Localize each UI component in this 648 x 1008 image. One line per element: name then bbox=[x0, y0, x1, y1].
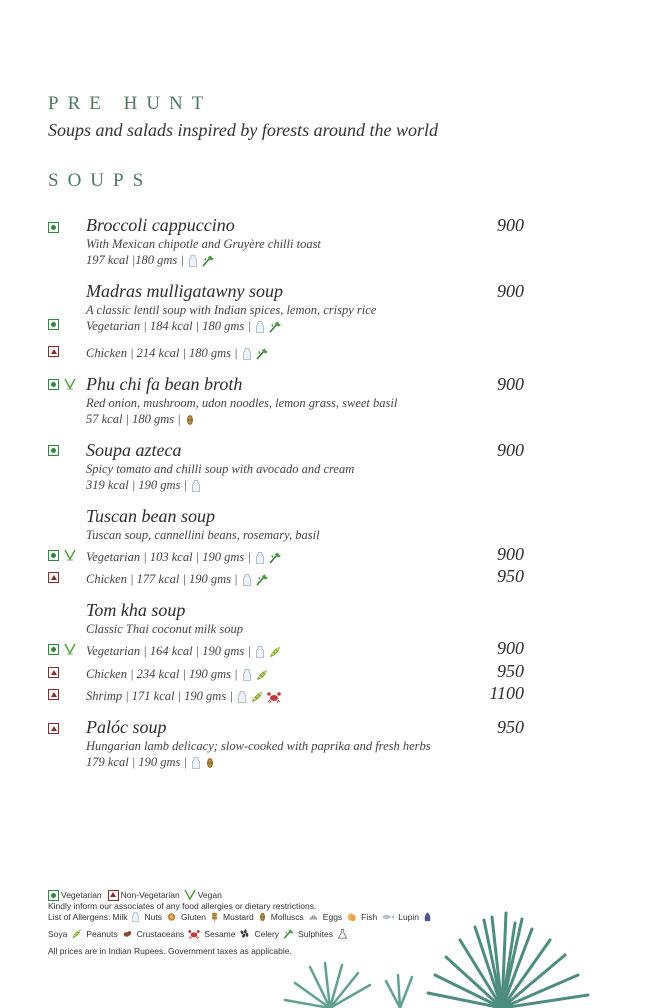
mustard-icon bbox=[205, 757, 215, 769]
soya-icon bbox=[256, 669, 268, 681]
item-info-line bbox=[86, 346, 268, 361]
allergen-mustard: Mustard bbox=[223, 912, 254, 922]
item-info: Chicken | 177 kcal | 190 gms | bbox=[86, 572, 238, 586]
allergen-molluscs: Molluscs bbox=[270, 912, 304, 922]
allergy-notice: Kindly inform our associates of any food allergies or dietary restrictions. bbox=[48, 901, 317, 911]
allergen-crustaceans: Crustaceans bbox=[136, 929, 185, 939]
veg-icon bbox=[48, 445, 59, 456]
legend-vegan: Vegan bbox=[197, 890, 222, 900]
peanuts-icon bbox=[122, 929, 133, 939]
item-price: 900 bbox=[497, 638, 524, 658]
allergen-eggs: Eggs bbox=[322, 912, 343, 922]
item-name: Tom kha soup bbox=[86, 600, 186, 620]
milk-icon bbox=[255, 552, 265, 564]
item-description: Tuscan soup, cannellini beans, rosemary, basil bbox=[86, 528, 320, 542]
allergen-nuts: Nuts bbox=[144, 912, 162, 922]
vegan-icon bbox=[184, 889, 196, 901]
veg-icon bbox=[48, 890, 59, 901]
item-price: 1100 bbox=[489, 683, 524, 703]
allergens-line-1 bbox=[48, 912, 434, 922]
allergens-label: List of Allergens: bbox=[48, 912, 111, 922]
celery-icon bbox=[283, 929, 294, 939]
item-price: 900 bbox=[497, 544, 524, 564]
item-info-line bbox=[86, 644, 281, 659]
gluten-icon bbox=[210, 912, 219, 922]
item-price: 950 bbox=[497, 566, 524, 586]
allergen-sulphites: Sulphites bbox=[298, 929, 334, 939]
sulphites-icon bbox=[337, 929, 348, 939]
allergen-gluten: Gluten bbox=[180, 912, 207, 922]
item-info-line bbox=[86, 319, 281, 334]
milk-icon bbox=[242, 348, 252, 360]
item-description: With Mexican chipotle and Gruyère chilli toast bbox=[86, 237, 321, 251]
veg-icon bbox=[48, 319, 59, 330]
celery-icon bbox=[256, 574, 268, 586]
item-info-line bbox=[86, 572, 268, 587]
item-info-line bbox=[86, 253, 214, 268]
legend-veg: Vegetarian bbox=[61, 890, 102, 900]
soya-icon bbox=[251, 691, 263, 703]
item-description: Red onion, mushroom, udon noodles, lemon grass, sweet basil bbox=[86, 396, 398, 410]
footer-legend bbox=[48, 889, 222, 901]
item-name: Broccoli cappuccino bbox=[86, 215, 235, 235]
milk-icon bbox=[131, 912, 140, 922]
milk-icon bbox=[191, 757, 201, 769]
item-info-line bbox=[86, 667, 268, 682]
item-description: Spicy tomato and chilli soup with avocado and cream bbox=[86, 462, 355, 476]
item-info: Vegetarian | 164 kcal | 190 gms | bbox=[86, 644, 251, 658]
item-info: Shrimp | 171 kcal | 190 gms | bbox=[86, 689, 233, 703]
molluscs-icon bbox=[308, 912, 319, 922]
item-price: 900 bbox=[497, 374, 524, 394]
non-veg-icon bbox=[48, 572, 59, 583]
allergen-soya: Soya bbox=[48, 929, 68, 939]
milk-icon bbox=[237, 691, 247, 703]
item-name: Madras mulligatawny soup bbox=[86, 281, 284, 301]
celery-icon bbox=[256, 348, 268, 360]
mustard-icon bbox=[185, 414, 195, 426]
soya-icon bbox=[71, 929, 82, 939]
item-info: Vegetarian | 103 kcal | 190 gms | bbox=[86, 550, 251, 564]
fish-icon bbox=[381, 912, 394, 922]
milk-icon bbox=[242, 669, 252, 681]
item-info-line bbox=[86, 412, 195, 427]
item-description: A classic lentil soup with Indian spices, lemon, crispy rice bbox=[86, 303, 377, 317]
sesame-icon bbox=[239, 929, 250, 939]
crustaceans-icon bbox=[188, 929, 200, 939]
prices-note: All prices are in Indian Rupees. Government taxes as applicable. bbox=[48, 946, 292, 956]
item-info: 57 kcal | 180 gms | bbox=[86, 412, 181, 426]
item-info-line bbox=[86, 755, 215, 770]
item-price: 900 bbox=[497, 440, 524, 460]
veg-icon bbox=[48, 550, 59, 561]
celery-icon bbox=[269, 552, 281, 564]
veg-icon bbox=[48, 644, 59, 655]
milk-icon bbox=[191, 480, 201, 492]
milk-icon bbox=[242, 574, 252, 586]
item-name: Tuscan bean soup bbox=[86, 506, 216, 526]
allergen-milk: Milk bbox=[112, 912, 128, 922]
section-title: SOUPS bbox=[48, 170, 153, 191]
non-veg-icon bbox=[48, 346, 59, 357]
allergen-fish: Fish bbox=[361, 912, 378, 922]
legend-nonveg: Non-Vegetarian bbox=[120, 890, 180, 900]
item-price: 950 bbox=[497, 661, 524, 681]
item-info: 319 kcal | 190 gms | bbox=[86, 478, 187, 492]
item-description: Classic Thai coconut milk soup bbox=[86, 622, 243, 636]
item-price: 900 bbox=[497, 215, 524, 235]
item-info: Chicken | 234 kcal | 190 gms | bbox=[86, 667, 238, 681]
item-info: Chicken | 214 kcal | 180 gms | bbox=[86, 346, 238, 360]
veg-icon bbox=[48, 222, 59, 233]
soya-icon bbox=[269, 646, 281, 658]
vegan-icon bbox=[64, 549, 76, 561]
non-veg-icon bbox=[48, 689, 59, 700]
item-name: Phu chi fa bean broth bbox=[86, 374, 243, 394]
item-description: Hungarian lamb delicacy; slow-cooked with paprika and fresh herbs bbox=[86, 739, 431, 753]
item-info-line bbox=[86, 689, 281, 704]
eggs-icon bbox=[346, 912, 357, 922]
vegan-icon bbox=[64, 643, 76, 655]
item-info: Vegetarian | 184 kcal | 180 gms | bbox=[86, 319, 251, 333]
allergens-line-2 bbox=[48, 929, 350, 939]
item-info: 197 kcal |180 gms | bbox=[86, 253, 184, 267]
page-subtitle: Soups and salads inspired by forests around the world bbox=[48, 120, 439, 140]
allergen-celery: Celery bbox=[254, 929, 280, 939]
lupin-icon bbox=[423, 912, 432, 922]
vegan-icon bbox=[64, 378, 76, 390]
veg-icon bbox=[48, 379, 59, 390]
item-info: 179 kcal | 190 gms | bbox=[86, 755, 187, 769]
non-veg-icon bbox=[48, 723, 59, 734]
page-title: PRE HUNT bbox=[48, 93, 213, 114]
celery-icon bbox=[269, 321, 281, 333]
allergen-sesame: Sesame bbox=[204, 929, 236, 939]
crustaceans-icon bbox=[267, 691, 281, 703]
non-veg-icon bbox=[108, 890, 119, 901]
celery-icon bbox=[202, 255, 214, 267]
item-info-line bbox=[86, 478, 201, 493]
item-name: Soupa azteca bbox=[86, 440, 182, 460]
nuts-icon bbox=[166, 912, 177, 922]
item-info-line bbox=[86, 550, 281, 565]
milk-icon bbox=[255, 321, 265, 333]
allergen-lupin: Lupin bbox=[398, 912, 420, 922]
item-price: 900 bbox=[497, 281, 524, 301]
non-veg-icon bbox=[48, 667, 59, 678]
item-price: 950 bbox=[497, 717, 524, 737]
item-name: Palóc soup bbox=[86, 717, 167, 737]
mustard-icon bbox=[258, 912, 267, 922]
milk-icon bbox=[188, 255, 198, 267]
milk-icon bbox=[255, 646, 265, 658]
allergen-peanuts: Peanuts bbox=[86, 929, 118, 939]
